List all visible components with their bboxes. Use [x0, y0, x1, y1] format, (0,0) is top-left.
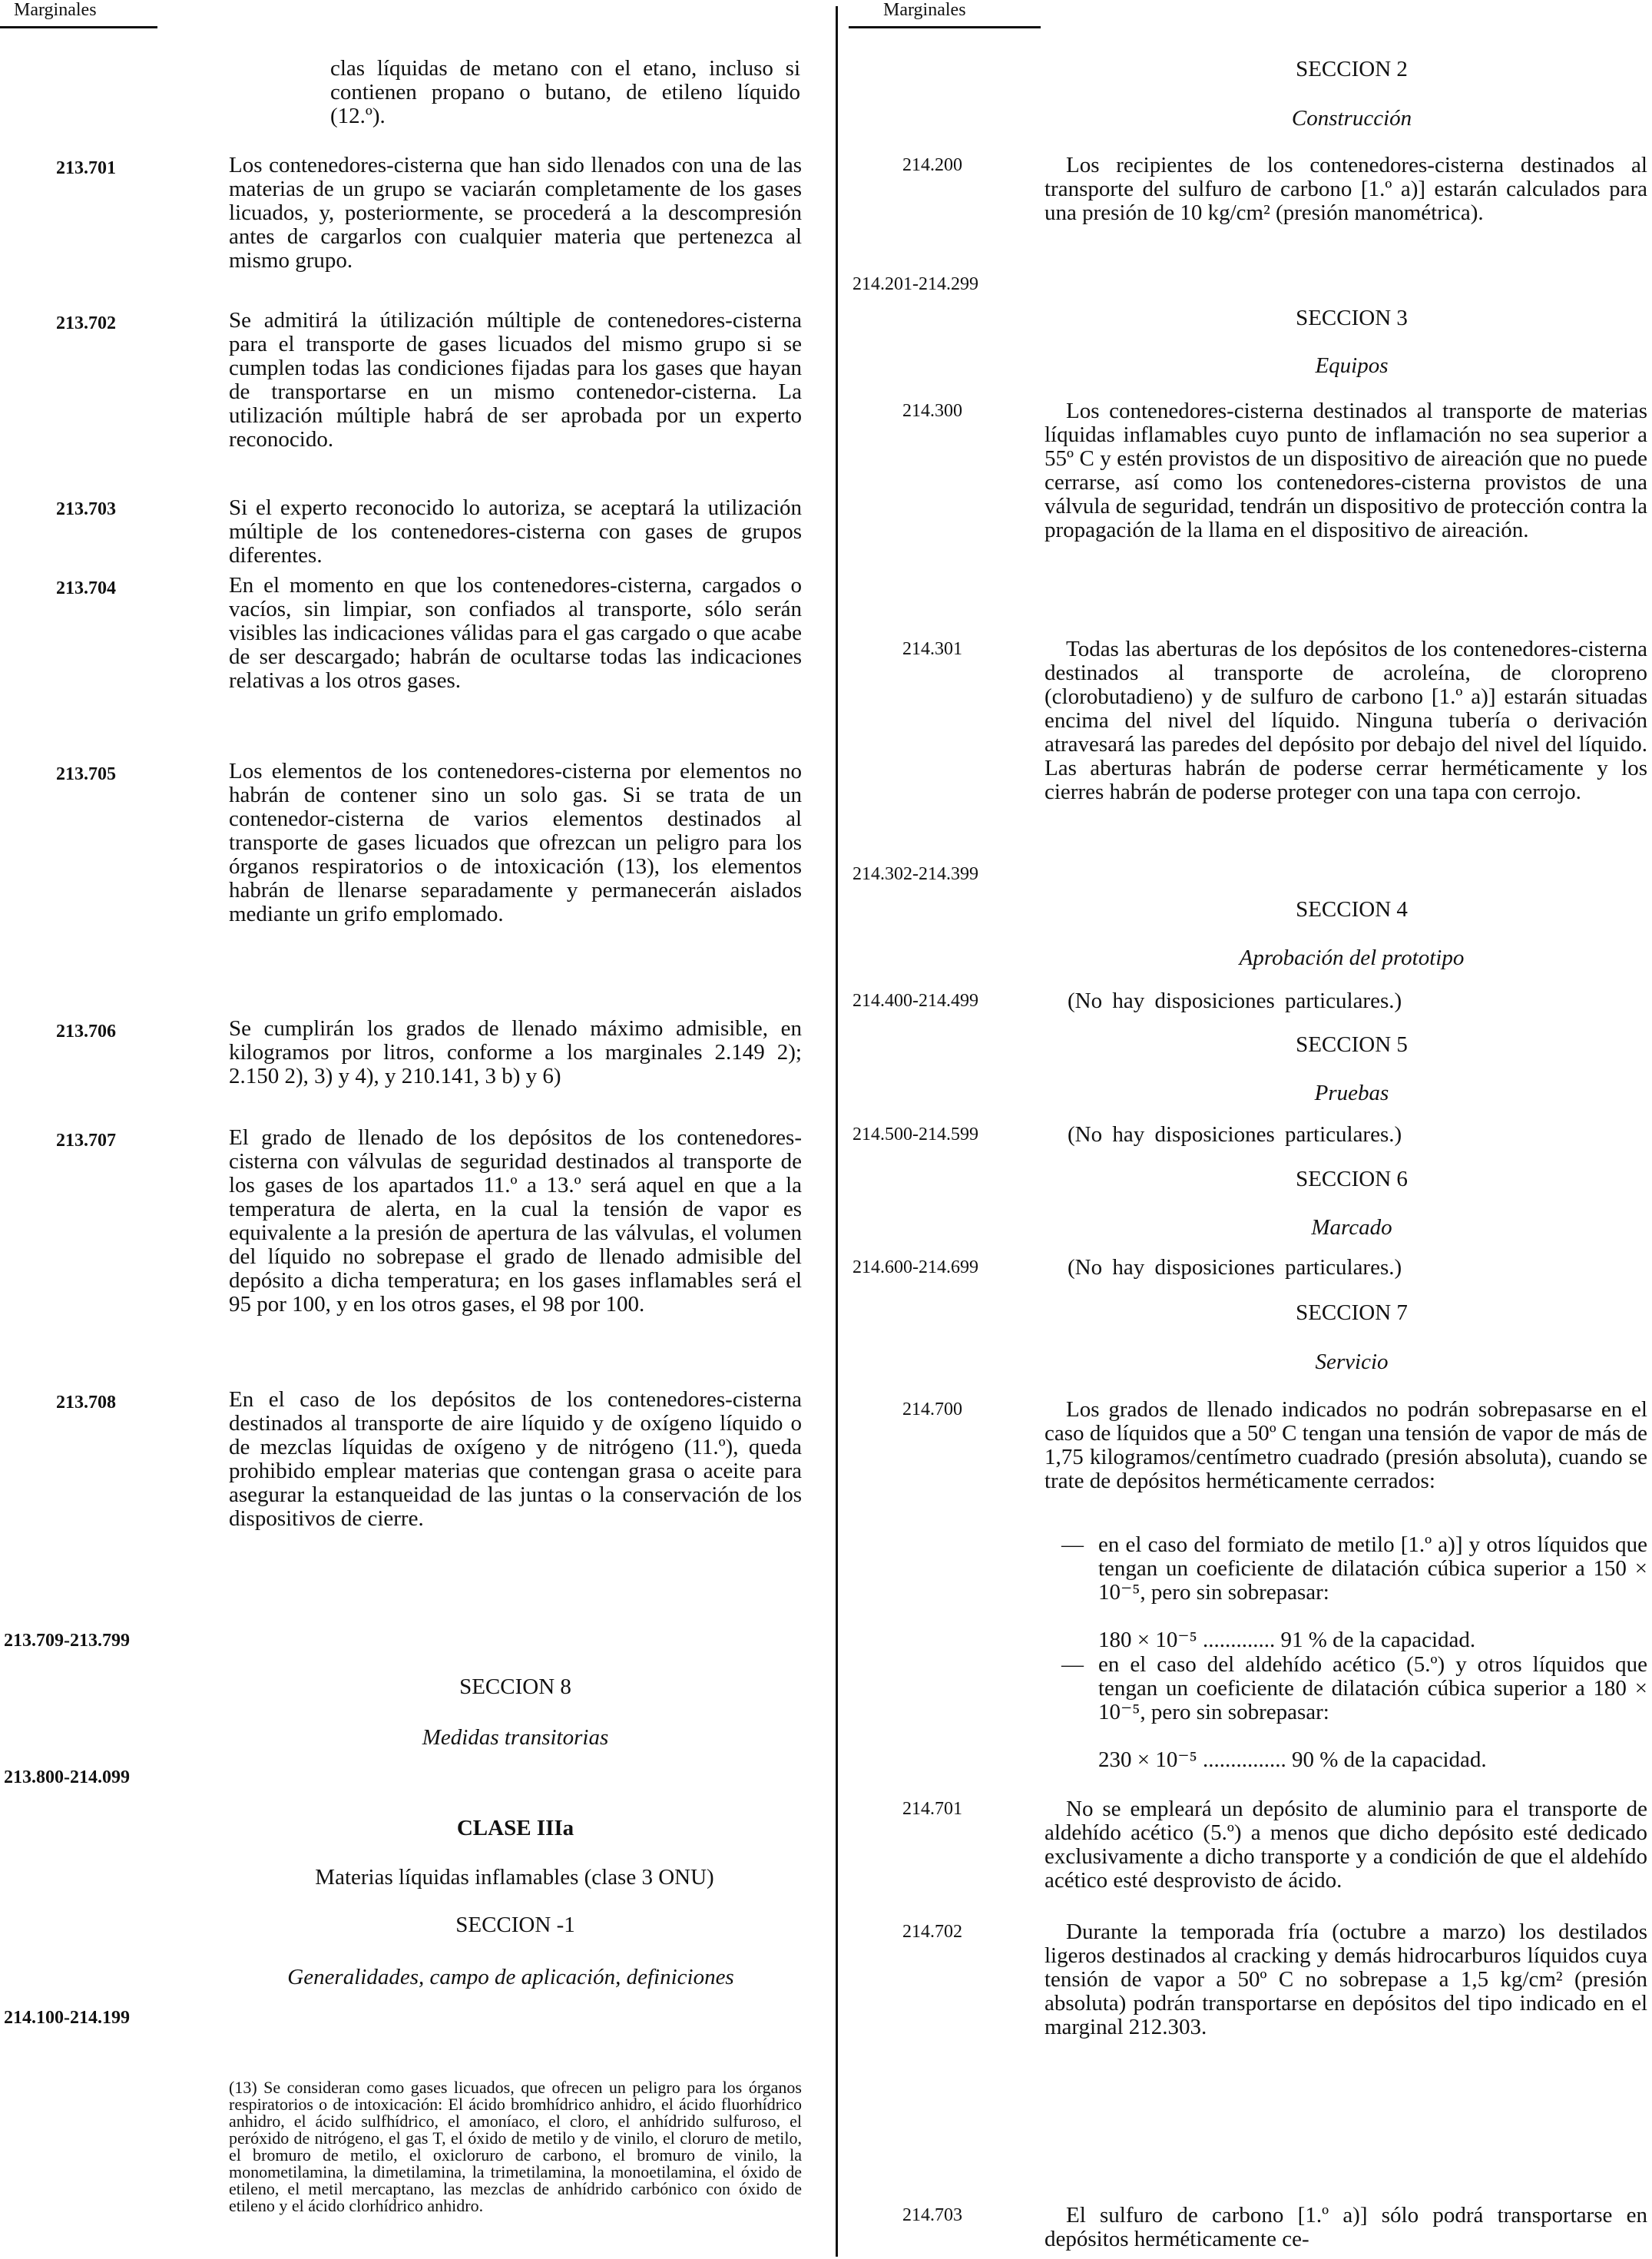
- bullet-aldehido-value: 230 × 10⁻⁵ ............... 90 % de la capacidad.: [1098, 1747, 1487, 1772]
- section-6-heading: SECCION 6: [1296, 1167, 1408, 1191]
- marginal-214-500-214-599: 214.500-214.599: [852, 1125, 978, 1144]
- marginal-214-100-214-199: 214.100-214.199: [4, 2008, 130, 2028]
- section-8-heading: SECCION 8: [459, 1674, 571, 1699]
- column-divider: [836, 6, 838, 2257]
- marginal-214-701: 214.701: [902, 1799, 962, 1819]
- header-rule-left: [0, 26, 157, 28]
- entry-213-703-text: Si el experto reconocido lo autoriza, se aceptará la utilización múltiple de los contenedores-cisterna con gases de grupos diferentes.: [229, 495, 802, 568]
- section-1-title: Generalidades, campo de aplicación, definiciones: [287, 1965, 734, 1989]
- entry-214-703-text: El sulfuro de carbono [1.º a)] sólo podrá transportarse en depósitos herméticamente ce-: [1045, 2203, 1647, 2251]
- marginal-214-703: 214.703: [902, 2205, 962, 2225]
- header-marginales-right: Marginales: [883, 0, 966, 20]
- bullet-dash-1: —: [1061, 1532, 1084, 1557]
- section-4-heading: SECCION 4: [1296, 897, 1408, 922]
- bullet-formiato-text: en el caso del formiato de metilo [1.º a)] y otros líquidos que tengan un coeficiente de dilatación cúbica superior a 150 × 10⁻⁵, pero sin sobrepasar:: [1098, 1532, 1647, 1605]
- bullet-aldehido-text: en el caso del aldehído acético (5.º) y otros líquidos que tengan un coeficiente de dilatación cúbica superior a 180 × 10⁻⁵, pero sin sobrepasar:: [1098, 1652, 1647, 1724]
- marginal-213-704: 213.704: [56, 578, 116, 598]
- section-3-title: Equipos: [1315, 353, 1389, 378]
- marginal-214-301: 214.301: [902, 639, 962, 659]
- marginal-213-800-214-099: 213.800-214.099: [4, 1767, 130, 1787]
- clase-title: Materias líquidas inflamables (clase 3 ONU): [315, 1865, 714, 1890]
- section-5-title: Pruebas: [1314, 1081, 1389, 1105]
- entry-213-707-text: El grado de llenado de los depósitos de los contenedores-cisterna con válvulas de seguridad destinados al transporte de los gases de los apartados 11.º a 13.º será aquel en que a la temperatura de alerta, en la cual la tensión de vapor es equivalente a la presión de apertura de las válvulas, el volumen del líquido no sobrepase el grado de llenado admisible del depósito a dicha temperatura; en los gases inflamables será el 95 por 100, y en los otros gases, el 98 por 100.: [229, 1125, 802, 1317]
- marginal-214-302-214-399: 214.302-214.399: [852, 864, 978, 884]
- entry-214-301-text: Todas las aberturas de los depósitos de los contenedores-cisterna destinados al transporte de acroleína, de cloropreno (clorobutadieno) y de sulfuro de carbono [1.º a)] estarán situadas encima del nivel del líquido. Ninguna tubería o derivación atravesará las paredes del depósito por debajo del nivel del líquido. Las aberturas habrán de poderse cerrar herméticamente y los cierres habrán de poderse proteger con una tapa con cerrojo.: [1045, 637, 1647, 804]
- marginal-213-701: 213.701: [56, 158, 116, 178]
- section-7-heading: SECCION 7: [1296, 1300, 1408, 1325]
- section-3-heading: SECCION 3: [1296, 306, 1408, 330]
- entry-213-704-text: En el momento en que los contenedores-cisterna, cargados o vacíos, sin limpiar, son confiados al transporte, sólo serán visibles las indicaciones válidas para el gas cargado o que acabe de ser descargado; habrán de ocultarse todas las indicaciones relativas a los otros gases.: [229, 573, 802, 693]
- marginal-213-702: 213.702: [56, 313, 116, 333]
- section-8-title: Medidas transitorias: [422, 1725, 609, 1750]
- entry-214-300-text: Los contenedores-cisterna destinados al transporte de materias líquidas inflamables cuyo punto de inflamación no sea superior a 55º C y estén provistos de un dispositivo de aireación que no puede cerrarse, así como los contenedores-cisterna provistos de una válvula de seguridad, tendrán un dispositivo de protección contra la propagación de la llama en el dispositivo de aireación.: [1045, 399, 1647, 542]
- section-2-title: Construcción: [1291, 106, 1412, 131]
- marginal-214-702: 214.702: [902, 1922, 962, 1942]
- marginal-214-200: 214.200: [902, 155, 962, 175]
- entry-213-702-text: Se admitirá la útilización múltiple de contenedores-cisterna para el transporte de gases licuados del mismo grupo si se cumplen todas las condiciones fijadas para los gases que hayan de transportarse en un mismo contenedor-cisterna. La utilización múltiple habrá de ser aprobada por un experto reconocido.: [229, 308, 802, 452]
- section-6-title: Marcado: [1311, 1215, 1392, 1240]
- entry-213-708-text: En el caso de los depósitos de los contenedores-cisterna destinados al transporte de aire líquido y de oxígeno líquido o de mezclas líquidas de oxígeno y de nitrógeno (11.º), queda prohibido emplear materias que contengan grasa o aceite para asegurar la estanqueidad de las juntas o la conservación de los dispositivos de cierre.: [229, 1387, 802, 1531]
- marginal-213-706: 213.706: [56, 1022, 116, 1042]
- no-provisions-section-5: (No hay disposiciones particulares.): [1068, 1122, 1402, 1147]
- entry-213-705-text: Los elementos de los contenedores-cisterna por elementos no habrán de contener sino un solo gas. Si se trata de un contenedor-cisterna de varios elementos destinados al transporte de gases licuados que ofrezcan un peligro para los órganos respiratorios o de intoxicación (13), los elementos habrán de llenarse separadamente y permanecerán aislados mediante un grifo emplomado.: [229, 759, 802, 926]
- bullet-dash-2: —: [1061, 1652, 1084, 1677]
- section-1-heading: SECCION -1: [455, 1913, 575, 1937]
- no-provisions-section-4: (No hay disposiciones particulares.): [1068, 989, 1402, 1013]
- entry-214-701-text: No se empleará un depósito de aluminio para el transporte de aldehído acético (5.º) a menos que dicho depósito esté dedicado exclusivamente a dicho transporte y a condición de que el aldehído acético esté desprovisto de ácido.: [1045, 1797, 1647, 1893]
- entry-214-700-text: Los grados de llenado indicados no podrán sobrepasarse en el caso de líquidos que a 50º C tengan una tensión de vapor de más de 1,75 kilogramos/centímetro cuadrado (presión absoluta), cuando se trate de depósitos herméticamente cerrados:: [1045, 1397, 1647, 1493]
- marginal-214-700: 214.700: [902, 1399, 962, 1419]
- section-7-title: Servicio: [1315, 1350, 1389, 1374]
- bullet-formiato-value: 180 × 10⁻⁵ ............. 91 % de la capacidad.: [1098, 1628, 1476, 1652]
- marginal-213-703: 213.703: [56, 499, 116, 519]
- header-marginales-left: Marginales: [14, 0, 97, 20]
- entry-214-702-text: Durante la temporada fría (octubre a marzo) los destilados ligeros destinados al cracking y demás hidrocarburos líquidos cuya tensión de vapor a 50º C no sobrepase a 1,5 kg/cm² (presión absoluta) podrán transportarse en depósitos del tipo indicado en el marginal 212.303.: [1045, 1919, 1647, 2039]
- section-2-heading: SECCION 2: [1296, 57, 1408, 81]
- entry-213-706-text: Se cumplirán los grados de llenado máximo admisible, en kilogramos por litros, conforme a los marginales 2.149 2); 2.150 2), 3) y 4), y 210.141, 3 b) y 6): [229, 1016, 802, 1088]
- marginal-214-600-214-699: 214.600-214.699: [852, 1257, 978, 1277]
- marginal-214-400-214-499: 214.400-214.499: [852, 991, 978, 1011]
- section-5-heading: SECCION 5: [1296, 1032, 1408, 1057]
- header-rule-right: [849, 26, 1041, 28]
- section-4-title: Aprobación del prototipo: [1239, 946, 1465, 970]
- marginal-214-201-214-299: 214.201-214.299: [852, 274, 978, 294]
- left-intro-text: clas líquidas de metano con el etano, incluso si contienen propano o butano, de etileno líquido (12.º).: [330, 56, 800, 128]
- entry-213-701-text: Los contenedores-cisterna que han sido llenados con una de las materias de un grupo se vaciarán completamente de los gases licuados, y, posteriormente, se procederá a la descompresión antes de cargarlos con cualquier materia que pertenezca al mismo grupo.: [229, 153, 802, 273]
- entry-214-200-text: Los recipientes de los contenedores-cisterna destinados al transporte del sulfuro de carbono [1.º a)] estarán calculados para una presión de 10 kg/cm² (presión manométrica).: [1045, 153, 1647, 225]
- footnote-13: (13) Se consideran como gases licuados, que ofrecen un peligro para los órganos respiratorios o de intoxicación: El ácido bromhídrico anhidro, el ácido fluorhídrico anhidro, el ácido sulfhídrico, el amoníaco, el cloro, el anhídrido sulfuroso, el peróxido de nitrógeno, el gas T, el óxido de metilo y de vinilo, el cloruro de metilo, el bromuro de metilo, el oxicloruro de carbono, el bromuro de vinilo, la monometilamina, la dimetilamina, la trimetilamina, la monoetilamina, el óxido de etileno, el metil mercaptano, las mezclas de anhídrido carbónico con óxido de etileno y el ácido clorhídrico anhidro.: [229, 2078, 802, 2215]
- clase-heading: CLASE IIIa: [456, 1816, 574, 1840]
- marginal-214-300: 214.300: [902, 401, 962, 421]
- marginal-213-707: 213.707: [56, 1131, 116, 1151]
- marginal-213-705: 213.705: [56, 764, 116, 784]
- marginal-213-709-213-799: 213.709-213.799: [4, 1631, 130, 1651]
- no-provisions-section-6: (No hay disposiciones particulares.): [1068, 1255, 1402, 1280]
- marginal-213-708: 213.708: [56, 1393, 116, 1413]
